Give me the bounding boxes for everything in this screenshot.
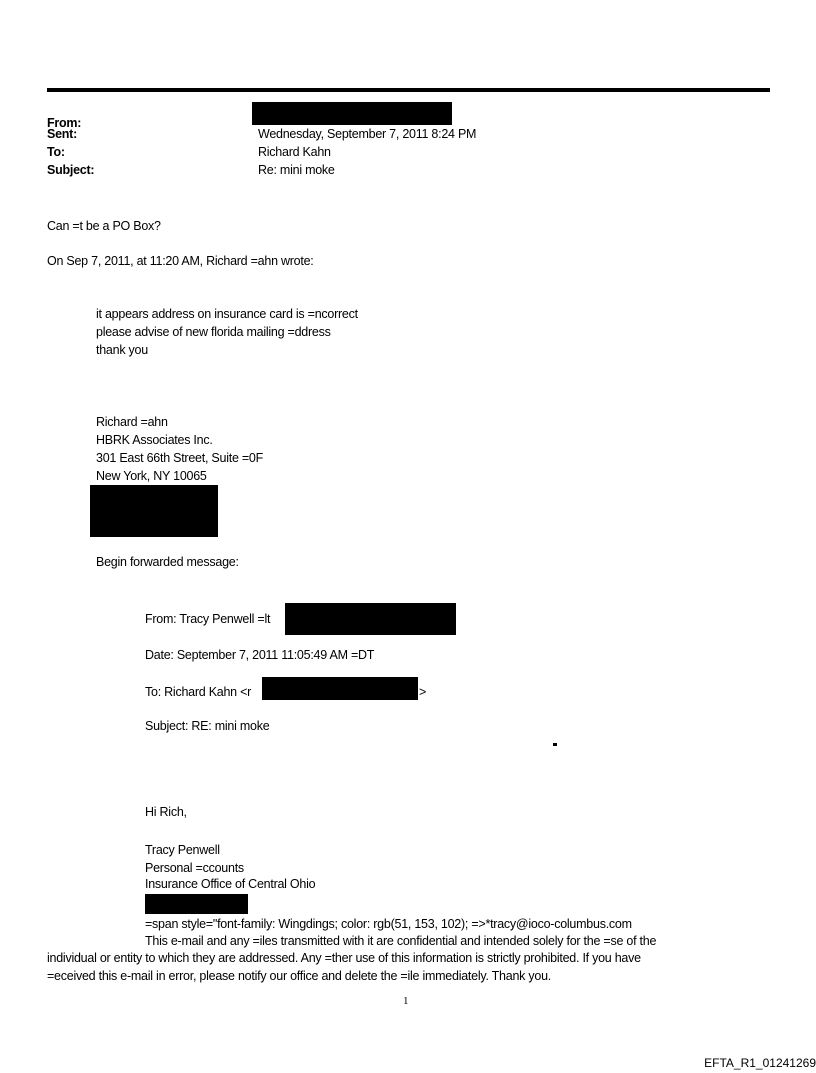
quote-attribution: On Sep 7, 2011, at 11:20 AM, Richard =ahn wrote:: [47, 254, 314, 268]
redaction-fwd-from: [285, 603, 456, 635]
disclaimer-line: =eceived this e-mail in error, please notify our office and delete the =ile immediately. Thank you.: [47, 969, 552, 983]
signature-line: 301 East 66th Street, Suite =0F: [96, 451, 264, 465]
to-label: To:: [47, 145, 65, 159]
redaction-fwd-phone: [145, 894, 248, 914]
fwd-greeting: Hi Rich,: [145, 805, 187, 819]
fwd-date: Date: September 7, 2011 11:05:49 AM =DT: [145, 648, 375, 662]
subject-value: Re: mini moke: [258, 163, 335, 177]
span-line: =span style="font-family: Wingdings; color: rgb(51, 153, 102); =>*tracy@ioco-columbus.com: [145, 917, 632, 931]
page-number: 1: [403, 995, 409, 1007]
forwarded-label: Begin forwarded message:: [96, 555, 239, 569]
quote-line: please advise of new florida mailing =ddress: [96, 325, 331, 339]
fwd-to-end: >: [419, 685, 427, 699]
fwd-subject: Subject: RE: mini moke: [145, 719, 270, 733]
disclaimer-line: This e-mail and any =iles transmitted with it are confidential and intended solely for the =se of the: [145, 934, 657, 948]
redaction-from: [252, 102, 452, 125]
bates-number: EFTA_R1_01241269: [704, 1056, 816, 1070]
fwd-from: From: Tracy Penwell =lt: [145, 612, 271, 626]
to-value: Richard Kahn: [258, 145, 331, 159]
signature-line: HBRK Associates Inc.: [96, 433, 213, 447]
fwd-to: To: Richard Kahn <r: [145, 685, 252, 699]
fwd-signature-line: Insurance Office of Central Ohio: [145, 877, 316, 891]
fwd-signature-line: Tracy Penwell: [145, 843, 220, 857]
disclaimer-line: individual or entity to which they are addressed. Any =ther use of this information is strictly prohibited. If you have: [47, 951, 641, 965]
fwd-signature-line: Personal =ccounts: [145, 861, 244, 875]
signature-line: Richard =ahn: [96, 415, 168, 429]
subject-label: Subject:: [47, 163, 95, 177]
redaction-fwd-to: [262, 677, 418, 700]
quote-line: it appears address on insurance card is =ncorrect: [96, 307, 358, 321]
quote-line: thank you: [96, 343, 148, 357]
redaction-phone: [90, 485, 218, 537]
signature-line: New York, NY 10065: [96, 469, 207, 483]
body-line: Can =t be a PO Box?: [47, 219, 161, 233]
sent-label: Sent:: [47, 127, 77, 141]
redaction-mark: [553, 743, 557, 746]
sent-value: Wednesday, September 7, 2011 8:24 PM: [258, 127, 477, 141]
header-rule: [47, 88, 770, 92]
from-label: From:: [47, 116, 82, 130]
